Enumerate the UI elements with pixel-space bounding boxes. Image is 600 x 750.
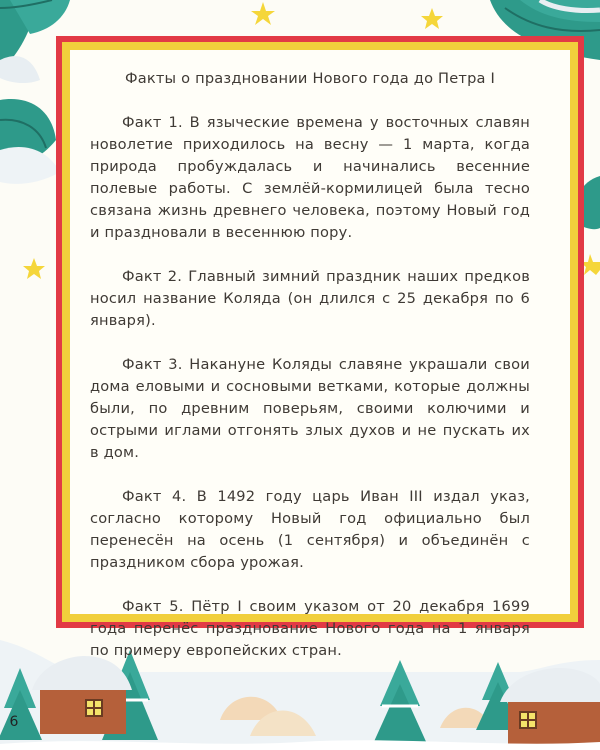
fact-2: Факт 2. Главный зимний праздник наших предков носил название Коляда (он длился с 25 декабря по 6 января). [90, 268, 530, 329]
fact-3: Факт 3. Накануне Коляды славяне украшали свои дома еловыми и сосновыми ветками, которые должны были, по древним поверьям, своими колючими и острыми иглами отгонять злых духов и не пускать их в дом. [90, 356, 530, 461]
page-number: 6 [9, 714, 19, 730]
star-icon [23, 258, 45, 279]
fact-4: Факт 4. В 1492 году царь Иван III издал указ, согласно которому Новый год официально был перенесён на осень (1 сентября) и объединён с праздником сбора урожая. [90, 488, 530, 571]
star-icon [251, 2, 275, 25]
fact-5: Факт 5. Пётр I своим указом от 20 декабря 1699 года перенёс празднование Нового года на 1 января по примеру европейских стран. [90, 598, 530, 659]
page-title: Факты о праздновании Нового года до Петра I [124, 70, 496, 87]
fact-1: Факт 1. В языческие времена у восточных славян новолетие приходилось на весну — 1 марта, когда природа пробуждалась и начинались весенние полевые работы. С землёй-кормилицей была тесно связана жизнь древнего человека, поэтому Новый год и праздновали в весеннюю пору. [90, 114, 530, 241]
star-icon [421, 8, 443, 29]
fir-branch-left [0, 99, 60, 184]
document-content [90, 68, 530, 684]
